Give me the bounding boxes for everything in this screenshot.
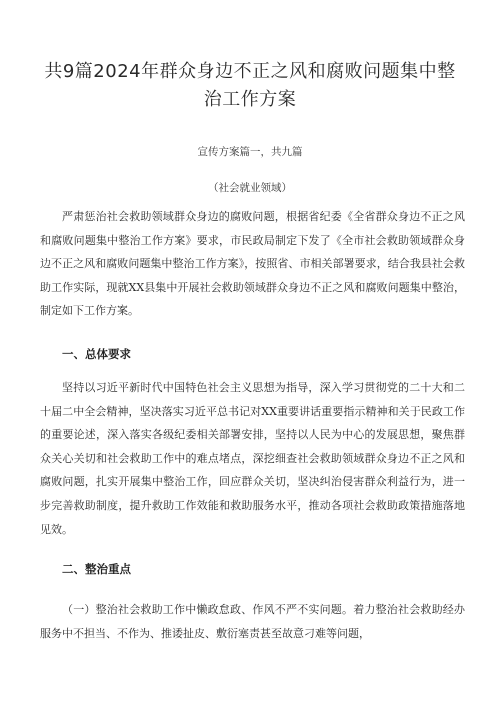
section-heading-key-points: 二、整治重点 bbox=[62, 562, 131, 576]
intro-paragraph: 严肃惩治社会救助领域群众身边的腐败问题，根据省纪委《全省群众身边不正之风和腐败问题集中整治工作方案》要求，市民政局制定下发了《全市社会救助领域群众身边不正之风和腐败问题集中整治工作方案》，按照省、市相关部署要求，结合我县社会救助工作实际，现就XX县集中开展社会救助领域群众身边不正之风和腐败问题集中整治，制定如下工作方案。 bbox=[40, 210, 465, 318]
key-point-paragraph-1: （一）整治社会救助工作中懒政怠政、作风不严不实问题。着力整治社会救助经办服务中不担当、不作为、推诿扯皮、敷衍塞责甚至故意刁难等问题， bbox=[40, 603, 465, 640]
section-heading-overall-requirements: 一、总体要求 bbox=[62, 347, 131, 361]
document-title: 共9篇2024年群众身边不正之风和腐败问题集中整治工作方案 bbox=[44, 61, 456, 111]
domain-label: （社会就业领域） bbox=[208, 182, 292, 194]
document-subtitle: 宣传方案篇一，共九篇 bbox=[197, 146, 303, 158]
overall-requirements-paragraph: 坚持以习近平新时代中国特色社会主义思想为指导，深入学习贯彻党的二十大和二十届二中全会精神，坚决落实习近平总书记对XX重要讲话重要指示精神和关于民政工作的重要论述，深入落实各级纪委相关部署安排，坚持以人民为中心的发展思想，聚焦群众关心关切和社会救助工作中的难点堵点，深挖细查社会救助领域群众身边不正之风和腐败问题，扎实开展集中整治工作，回应群众关切，坚决纠治侵害群众利益行为，进一步完善救助制度，提升救助工作效能和救助服务水平，推动各项社会救助政策措施落地见效。 bbox=[40, 381, 465, 536]
